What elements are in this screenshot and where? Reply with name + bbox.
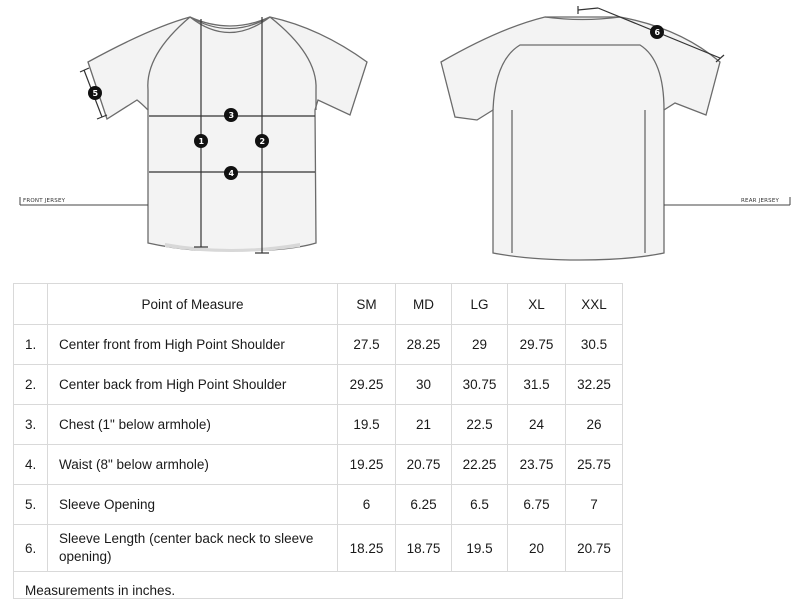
- value-xl: 20: [508, 525, 566, 572]
- row-name: Waist (8" below armhole): [48, 445, 338, 485]
- value-md: 30: [396, 365, 452, 405]
- value-lg: 6.5: [452, 485, 508, 525]
- value-sm: 27.5: [338, 325, 396, 365]
- front-jersey-label: [20, 197, 148, 205]
- index-header: [14, 284, 48, 325]
- row-index: 1.: [14, 325, 48, 365]
- row-name: Center front from High Point Shoulder: [48, 325, 338, 365]
- jersey-diagram: [0, 0, 798, 270]
- measurement-table: [13, 283, 623, 599]
- value-md: 20.75: [396, 445, 452, 485]
- svg-text:4: 4: [228, 169, 235, 178]
- size-header-sm: SM: [338, 284, 396, 325]
- svg-text:3: 3: [228, 111, 235, 120]
- value-xxl: 25.75: [566, 445, 623, 485]
- value-md: 28.25: [396, 325, 452, 365]
- rear-jersey: [441, 17, 720, 260]
- row-index: 4.: [14, 445, 48, 485]
- value-xxl: 20.75: [566, 525, 623, 572]
- front-jersey: [88, 17, 367, 252]
- table-footnote-row: [14, 572, 623, 599]
- row-index: 3.: [14, 405, 48, 445]
- point-of-measure-header: Point of Measure: [48, 284, 338, 325]
- value-sm: 18.25: [338, 525, 396, 572]
- value-lg: 22.5: [452, 405, 508, 445]
- value-xl: 6.75: [508, 485, 566, 525]
- row-index: 2.: [14, 365, 48, 405]
- value-xl: 29.75: [508, 325, 566, 365]
- size-header-lg: LG: [452, 284, 508, 325]
- value-xl: 31.5: [508, 365, 566, 405]
- size-header-xl: XL: [508, 284, 566, 325]
- marker-3: [224, 108, 238, 122]
- value-sm: 19.25: [338, 445, 396, 485]
- row-index: 6.: [14, 525, 48, 572]
- table-row: [14, 485, 623, 525]
- front-label-text: FRONT JERSEY: [23, 198, 66, 204]
- value-sm: 6: [338, 485, 396, 525]
- rear-jersey-label: [664, 197, 790, 205]
- value-lg: 22.25: [452, 445, 508, 485]
- value-xxl: 32.25: [566, 365, 623, 405]
- value-sm: 19.5: [338, 405, 396, 445]
- svg-text:6: 6: [654, 28, 661, 37]
- value-sm: 29.25: [338, 365, 396, 405]
- svg-text:5: 5: [92, 89, 99, 98]
- value-md: 6.25: [396, 485, 452, 525]
- value-xxl: 7: [566, 485, 623, 525]
- marker-1: [194, 134, 208, 148]
- marker-4: [224, 166, 238, 180]
- value-lg: 29: [452, 325, 508, 365]
- table-row: [14, 365, 623, 405]
- value-md: 18.75: [396, 525, 452, 572]
- table-row: [14, 445, 623, 485]
- value-lg: 19.5: [452, 525, 508, 572]
- value-lg: 30.75: [452, 365, 508, 405]
- marker-5: [88, 86, 102, 100]
- value-xxl: 30.5: [566, 325, 623, 365]
- svg-text:2: 2: [259, 137, 266, 146]
- value-xxl: 26: [566, 405, 623, 445]
- row-name: Center back from High Point Shoulder: [48, 365, 338, 405]
- svg-text:1: 1: [198, 137, 205, 146]
- row-name: Sleeve Opening: [48, 485, 338, 525]
- marker-6: [650, 25, 664, 39]
- table-row: [14, 325, 623, 365]
- value-md: 21: [396, 405, 452, 445]
- value-xl: 23.75: [508, 445, 566, 485]
- size-header-xxl: XXL: [566, 284, 623, 325]
- footnote: Measurements in inches.: [14, 572, 623, 599]
- rear-label-text: REAR JERSEY: [741, 198, 780, 204]
- table-row: [14, 525, 623, 572]
- marker-2: [255, 134, 269, 148]
- value-xl: 24: [508, 405, 566, 445]
- row-index: 5.: [14, 485, 48, 525]
- size-header-md: MD: [396, 284, 452, 325]
- table-header-row: [14, 284, 623, 325]
- table-row: [14, 405, 623, 445]
- row-name: Chest (1" below armhole): [48, 405, 338, 445]
- row-name: Sleeve Length (center back neck to sleeve opening): [48, 525, 338, 572]
